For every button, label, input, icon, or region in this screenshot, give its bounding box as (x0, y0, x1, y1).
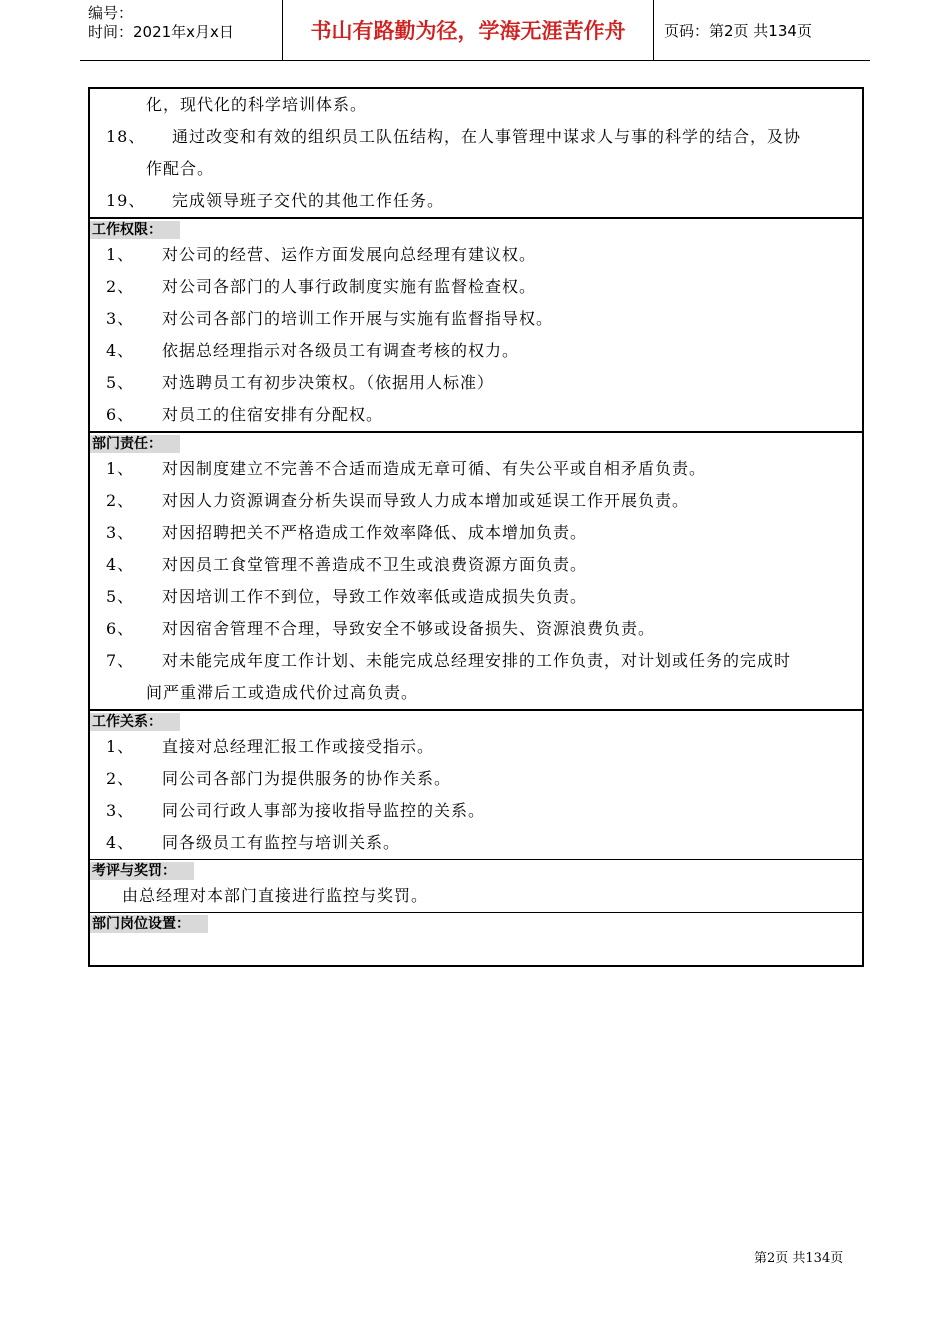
list-item (90, 645, 862, 677)
positions-section (90, 912, 862, 965)
authority-section (90, 217, 862, 431)
relations-section (90, 709, 862, 859)
item-text: 对公司各部门的培训工作开展与实施有监督指导权。 (162, 309, 554, 328)
duties-continuation-section (90, 89, 862, 217)
item-number: 5、 (106, 587, 135, 606)
list-item (90, 485, 862, 517)
header-motto: 书山有路勤为径，学海无涯苦作舟 (283, 0, 654, 60)
item-text: 对因招聘把关不严格造成工作效率降低、成本增加负责。 (162, 523, 588, 542)
list-item (90, 763, 862, 795)
evaluation-section (90, 859, 862, 912)
continuation-line: 化，现代化的科学培训体系。 (146, 95, 368, 114)
list-item (90, 121, 862, 153)
list-item (90, 271, 862, 303)
item-number: 1、 (106, 459, 135, 478)
item-text: 同公司各部门为提供服务的协作关系。 (162, 769, 452, 788)
code-label: 编号： (88, 4, 134, 22)
item-text: 对公司的经营、运作方面发展向总经理有建议权。 (162, 245, 537, 264)
item-number: 4、 (106, 833, 135, 852)
item-number: 6、 (106, 405, 135, 424)
responsibility-section (90, 431, 862, 709)
section-title: 部门岗位设置： (90, 915, 208, 933)
time-label: 时间：2021年x月x日 (88, 23, 234, 41)
item-continuation: 间严重滞后工或造成代价过高负责。 (146, 683, 419, 702)
item-number: 19、 (106, 191, 146, 210)
header-meta (80, 0, 283, 60)
item-number: 18、 (106, 127, 146, 146)
item-number: 6、 (106, 619, 135, 638)
item-text: 完成领导班子交代的其他工作任务。 (172, 191, 445, 210)
item-text: 对因宿舍管理不合理，导致安全不够或设备损失、资源浪费负责。 (162, 619, 656, 638)
item-text: 对未能完成年度工作计划、未能完成总经理安排的工作负责，对计划或任务的完成时 (162, 651, 792, 670)
list-item (90, 795, 862, 827)
list-item (90, 367, 862, 399)
item-number: 7、 (106, 651, 135, 670)
section-title: 部门责任： (90, 435, 180, 453)
item-text: 依据总经理指示对各级员工有调查考核的权力。 (162, 341, 520, 360)
item-number: 2、 (106, 277, 135, 296)
header-page-info: 页码：第2页 共134页 (664, 21, 812, 40)
section-title: 工作关系： (90, 713, 180, 731)
item-number: 2、 (106, 769, 135, 788)
positions-empty-area (90, 933, 862, 965)
item-text: 对因员工食堂管理不善造成不卫生或浪费资源方面负责。 (162, 555, 588, 574)
job-description-table (88, 87, 864, 967)
list-item (90, 827, 862, 859)
list-item (90, 453, 862, 485)
page-footer: 第2页 共134页 (754, 1251, 844, 1266)
item-number: 5、 (106, 373, 135, 392)
list-item (90, 239, 862, 271)
list-item (90, 303, 862, 335)
item-text: 同各级员工有监控与培训关系。 (162, 833, 401, 852)
item-number: 4、 (106, 555, 135, 574)
item-text: 对公司各部门的人事行政制度实施有监督检查权。 (162, 277, 537, 296)
item-number: 3、 (106, 801, 135, 820)
evaluation-text: 由总经理对本部门直接进行监控与奖罚。 (122, 886, 429, 905)
list-item (90, 613, 862, 645)
item-number: 4、 (106, 341, 135, 360)
list-item (90, 185, 862, 217)
list-item (90, 581, 862, 613)
section-title: 工作权限： (90, 221, 180, 239)
item-number: 3、 (106, 309, 135, 328)
item-number: 3、 (106, 523, 135, 542)
list-item (90, 731, 862, 763)
list-item (90, 549, 862, 581)
list-item (90, 399, 862, 431)
item-text: 直接对总经理汇报工作或接受指示。 (162, 737, 435, 756)
list-item (90, 517, 862, 549)
item-text: 同公司行政人事部为接收指导监控的关系。 (162, 801, 486, 820)
item-continuation: 作配合。 (146, 159, 215, 178)
list-item (90, 335, 862, 367)
item-text: 对因培训工作不到位，导致工作效率低或造成损失负责。 (162, 587, 588, 606)
item-text: 对员工的住宿安排有分配权。 (162, 405, 384, 424)
page-header (80, 0, 870, 61)
section-title: 考评与奖罚： (90, 862, 194, 880)
item-text: 对因制度建立不完善不合适而造成无章可循、有失公平或自相矛盾负责。 (162, 459, 707, 478)
item-number: 1、 (106, 737, 135, 756)
item-number: 2、 (106, 491, 135, 510)
item-text: 对因人力资源调查分析失误而导致人力成本增加或延误工作开展负责。 (162, 491, 690, 510)
item-text: 对选聘员工有初步决策权。（依据用人标准） (162, 373, 495, 392)
item-text: 通过改变和有效的组织员工队伍结构，在人事管理中谋求人与事的科学的结合，及协 (172, 127, 802, 146)
item-number: 1、 (106, 245, 135, 264)
